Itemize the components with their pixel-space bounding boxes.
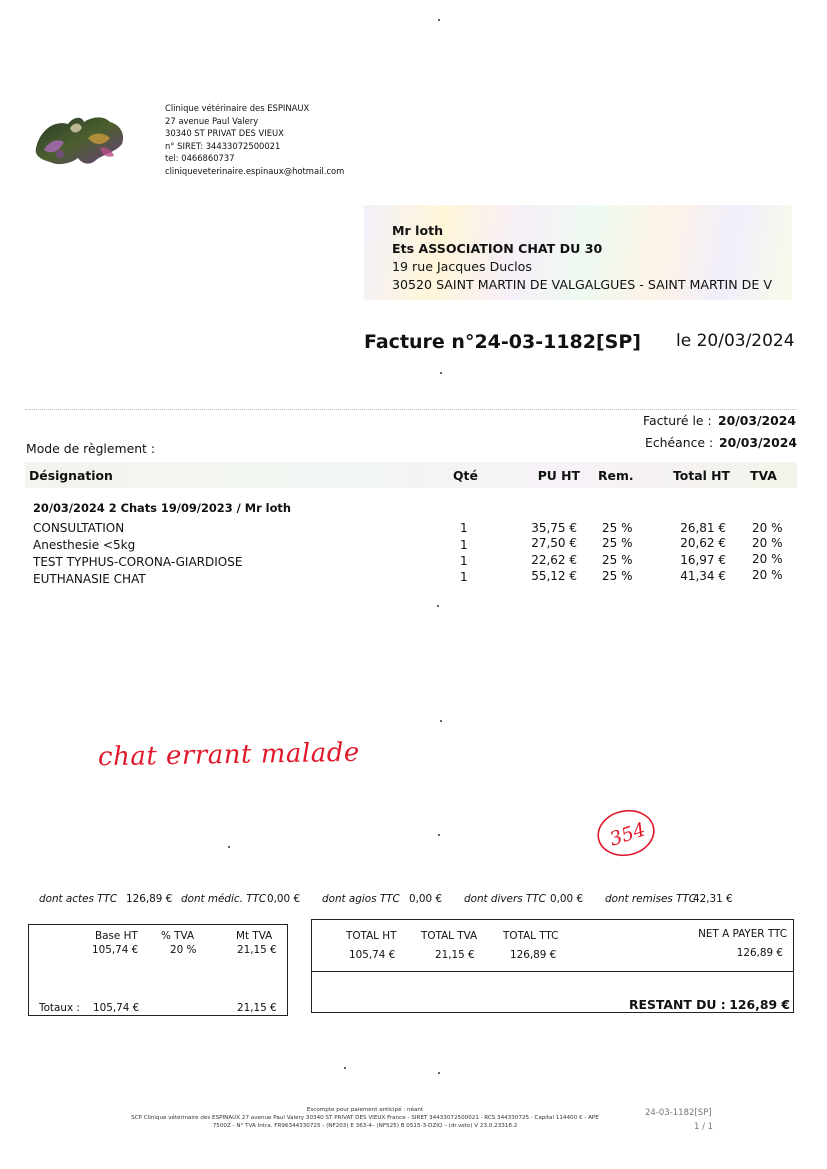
clinic-city: 30340 ST PRIVAT DES VIEUX: [165, 128, 284, 139]
sum-agios-label: dont agios TTC: [322, 893, 400, 905]
vat-base-label: Base HT: [95, 930, 138, 942]
client-street: 19 rue Jacques Duclos: [392, 259, 532, 274]
table-row-pu: 22,62 €: [531, 553, 577, 567]
client-name: Mr loth: [392, 223, 444, 238]
section-heading: 20/03/2024 2 Chats 19/09/2023 / Mr loth: [33, 501, 291, 515]
billed-label: Facturé le :: [643, 413, 712, 428]
footer-legal: [60, 1106, 670, 1130]
footer-page-number: 1 / 1: [694, 1122, 714, 1132]
table-row-rem: 25 %: [602, 569, 633, 583]
table-row-total: 26,81 €: [680, 521, 726, 535]
table-row-name: TEST TYPHUS-CORONA-GIARDIOSE: [33, 555, 243, 569]
sum-medic-label: dont médic. TTC: [181, 893, 267, 905]
table-row-qty: 1: [460, 521, 468, 535]
clinic-address: [165, 102, 344, 178]
table-row-rem: 25 %: [602, 553, 633, 567]
total-ht-value: 105,74 €: [349, 949, 396, 961]
total-tva-value: 21,15 €: [435, 949, 475, 961]
scan-speck: [438, 1072, 440, 1074]
billed-date: 20/03/2024: [718, 413, 797, 428]
net-payer-value: 126,89 €: [736, 947, 783, 959]
col-total-ht: Total HT: [673, 468, 730, 483]
sum-remises-label: dont remises TTC: [605, 893, 697, 905]
sum-actes-value: 126,89 €: [126, 893, 173, 905]
scan-speck: [437, 605, 439, 607]
vat-base-value: 105,74 €: [92, 944, 139, 956]
table-row-tva: 20 %: [752, 536, 783, 550]
table-row-total: 41,34 €: [680, 569, 726, 583]
handwritten-circled-number: [594, 805, 658, 859]
table-row-pu: 35,75 €: [531, 521, 577, 535]
col-remise: Rem.: [598, 468, 634, 483]
handwritten-note: chat errant malade: [97, 737, 360, 773]
scan-speck: [438, 19, 440, 21]
sum-medic-value: 0,00 €: [267, 893, 301, 905]
scan-speck: [228, 846, 230, 848]
sum-divers-label: dont divers TTC: [464, 893, 546, 905]
vat-pct-label: % TVA: [161, 930, 195, 942]
total-tva-label: TOTAL TVA: [421, 930, 478, 942]
table-row-tva: 20 %: [752, 568, 783, 582]
total-ttc-label: TOTAL TTC: [503, 930, 559, 942]
clinic-email: cliniqueveterinaire.espinaux@hotmail.com: [165, 165, 345, 176]
vat-totals-base: 105,74 €: [93, 1002, 140, 1014]
invoice-date: le 20/03/2024: [676, 331, 795, 351]
restant-du-label: RESTANT DU :: [629, 997, 726, 1012]
sum-divers-value: 0,00 €: [550, 893, 584, 905]
footer-invoice-ref: 24-03-1182[SP]: [645, 1108, 712, 1118]
restant-du-value: 126,89 €: [729, 997, 790, 1012]
vat-totals-label: Totaux :: [39, 1002, 80, 1014]
client-company: Ets ASSOCIATION CHAT DU 30: [392, 241, 603, 256]
client-address: [392, 222, 772, 294]
table-row-tva: 20 %: [752, 552, 783, 566]
table-row-rem: 25 %: [602, 536, 633, 550]
scan-speck: [344, 1067, 346, 1069]
animals-logo-icon: [30, 108, 130, 170]
clinic-siret: n° SIRET: 34433072500021: [165, 140, 281, 151]
col-qty: Qté: [453, 468, 478, 483]
sum-actes-label: dont actes TTC: [39, 893, 118, 905]
due-label: Echéance :: [645, 435, 714, 450]
clinic-street: 27 avenue Paul Valery: [165, 115, 259, 126]
net-payer-label: NET A PAYER TTC: [698, 928, 787, 940]
clinic-name: Clinique vétérinaire des ESPINAUX: [165, 103, 310, 113]
client-city: 30520 SAINT MARTIN DE VALGALGUES - SAINT MARTIN DE V: [392, 277, 772, 292]
footer-line-1: Escompte pour paiement anticipé : néant: [306, 1107, 424, 1113]
total-ttc-value: 126,89 €: [510, 949, 557, 961]
scan-speck: [440, 720, 442, 722]
footer-line-3: 7500Z - N° TVA Intra. FR96344330725 - (NF203) E 363-4– (NF525) B 0515-3-DZIQ – (dr.veto) V 23.0.23318.2: [212, 1123, 518, 1129]
table-row-rem: 25 %: [602, 521, 633, 535]
sum-agios-value: 0,00 €: [409, 893, 443, 905]
table-row-total: 20,62 €: [680, 536, 726, 550]
divider: [25, 409, 797, 410]
col-tva: TVA: [750, 468, 777, 483]
table-row-name: CONSULTATION: [33, 521, 125, 535]
table-row-name: Anesthesie <5kg: [33, 538, 136, 552]
clinic-phone: tel: 0466860737: [165, 153, 235, 164]
table-row-qty: 1: [460, 570, 468, 584]
scan-speck: [440, 372, 442, 374]
invoice-title: Facture n°24-03-1182[SP]: [364, 331, 641, 353]
totals-divider: [311, 971, 794, 972]
table-row-pu: 55,12 €: [531, 569, 577, 583]
table-row-qty: 1: [460, 538, 468, 552]
col-designation: Désignation: [29, 468, 113, 483]
circled-number-text: 354: [607, 818, 649, 851]
due-date: 20/03/2024: [719, 435, 798, 450]
footer-line-2: SCP Clinique vétérinaire des ESPINAUX 27 avenue Paul Valery 30340 ST PRIVAT DES VIEUX France - SIRET 34433072500021 · RCS 344330725 · Capital 114400 € - APE: [131, 1115, 599, 1121]
payment-method-label: Mode de règlement :: [26, 441, 156, 456]
vat-mt-label: Mt TVA: [236, 930, 273, 942]
table-row-pu: 27,50 €: [531, 536, 577, 550]
vat-totals-mt: 21,15 €: [237, 1002, 277, 1014]
table-row-name: EUTHANASIE CHAT: [33, 572, 146, 586]
sum-remises-value: 42,31 €: [693, 893, 733, 905]
table-row-tva: 20 %: [752, 521, 783, 535]
vat-mt-value: 21,15 €: [237, 944, 277, 956]
table-row-total: 16,97 €: [680, 553, 726, 567]
table-row-qty: 1: [460, 554, 468, 568]
vat-pct-value: 20 %: [170, 944, 197, 956]
col-pu-ht: PU HT: [537, 468, 580, 483]
total-ht-label: TOTAL HT: [346, 930, 397, 942]
scan-speck: [438, 834, 440, 836]
